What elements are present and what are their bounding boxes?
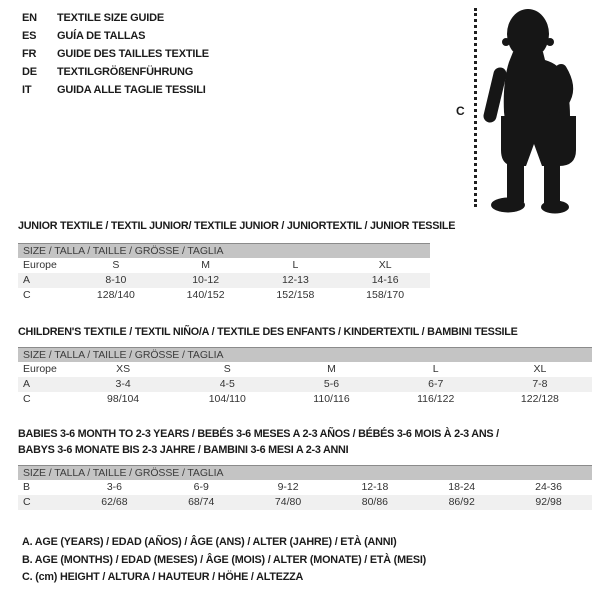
row-cell: 14-16 bbox=[371, 274, 399, 286]
row-cell: L bbox=[292, 259, 299, 271]
row-cell: 24-36 bbox=[535, 481, 562, 493]
baby-silhouette-icon bbox=[483, 4, 600, 216]
row-label: C bbox=[23, 496, 31, 508]
table-row bbox=[18, 258, 430, 273]
size-header-bar: SIZE / TALLA / TAILLE / GRÖSSE / TAGLIA bbox=[18, 347, 592, 362]
row-cell: 9-12 bbox=[277, 481, 299, 493]
row-label: C bbox=[23, 289, 31, 301]
row-cell: 8-10 bbox=[105, 274, 127, 286]
table-row bbox=[18, 288, 430, 303]
row-label: A bbox=[23, 274, 31, 286]
language-code: IT bbox=[22, 84, 32, 96]
table-row bbox=[18, 495, 592, 510]
row-cell: 10-12 bbox=[192, 274, 220, 286]
table-title-line: BABYS 3-6 MONATE BIS 2-3 JAHRE / BAMBINI 3-6 MESI A 2-3 ANNI bbox=[18, 443, 349, 456]
row-cell: 3-4 bbox=[115, 378, 131, 390]
language-code: FR bbox=[22, 48, 37, 60]
row-cell: 122/128 bbox=[520, 393, 559, 405]
language-label: TEXTILE SIZE GUIDE bbox=[57, 12, 165, 24]
height-c-label: C bbox=[456, 104, 465, 118]
row-cell: M bbox=[201, 259, 210, 271]
row-cell: 4-5 bbox=[219, 378, 235, 390]
table-title bbox=[18, 427, 592, 465]
row-cell: XL bbox=[378, 259, 392, 271]
row-cell: M bbox=[327, 363, 336, 375]
row-cell: 7-8 bbox=[532, 378, 548, 390]
row-cell: 80/86 bbox=[361, 496, 389, 508]
row-cell: 86/92 bbox=[448, 496, 475, 508]
row-cell: S bbox=[223, 363, 231, 375]
row-cell: 92/98 bbox=[535, 496, 562, 508]
language-row bbox=[22, 45, 209, 63]
row-cell: S bbox=[112, 259, 120, 271]
row-cell: 158/170 bbox=[366, 289, 405, 301]
row-cell: 140/152 bbox=[186, 289, 225, 301]
language-code: DE bbox=[22, 66, 37, 78]
table-title bbox=[18, 325, 592, 347]
language-label: GUIDE DES TAILLES TEXTILE bbox=[57, 48, 209, 60]
row-cell: 5-6 bbox=[323, 378, 340, 390]
row-cell: L bbox=[432, 363, 439, 375]
row-cell: 110/116 bbox=[313, 393, 350, 405]
row-cell: 152/158 bbox=[276, 289, 315, 301]
row-cell: XL bbox=[533, 363, 547, 375]
row-cell: 6-7 bbox=[428, 378, 444, 390]
size-table-babies bbox=[18, 427, 592, 510]
language-row bbox=[22, 27, 209, 45]
row-label: Europe bbox=[23, 259, 57, 271]
row-cell: 12-18 bbox=[361, 481, 389, 493]
size-header-bar: SIZE / TALLA / TAILLE / GRÖSSE / TAGLIA bbox=[18, 465, 592, 480]
height-measure-dotted-line bbox=[474, 8, 477, 207]
language-code: EN bbox=[22, 12, 37, 24]
table-title-line: CHILDREN'S TEXTILE / TEXTIL NIÑO/A / TEXTILE DES ENFANTS / KINDERTEXTIL / BAMBINI TESSILE bbox=[18, 326, 518, 338]
table-title-line: JUNIOR TEXTILE / TEXTIL JUNIOR/ TEXTILE JUNIOR / JUNIORTEXTIL / JUNIOR TESSILE bbox=[18, 220, 456, 232]
table-title-line: BABIES 3-6 MONTH TO 2-3 YEARS / BEBÉS 3-6 MESES A 2-3 AÑOS / BÉBÉS 3-6 MOIS À 2-3 ANS / bbox=[18, 428, 499, 440]
legend-note: A. AGE (YEARS) / EDAD (AÑOS) / ÂGE (ANS) / ALTER (JAHRE) / ETÀ (ANNI) bbox=[22, 536, 397, 548]
size-header-bar: SIZE / TALLA / TAILLE / GRÖSSE / TAGLIA bbox=[18, 243, 430, 258]
row-cell: 116/122 bbox=[417, 393, 455, 405]
size-table-children bbox=[18, 325, 592, 407]
table-row bbox=[18, 377, 592, 392]
language-code: ES bbox=[22, 30, 37, 42]
row-cell: 98/104 bbox=[107, 393, 140, 405]
row-cell: 62/68 bbox=[101, 496, 128, 508]
row-cell: 74/80 bbox=[274, 496, 302, 508]
row-cell: 3-6 bbox=[106, 481, 122, 493]
row-cell: 12-13 bbox=[281, 274, 309, 286]
language-label: GUIDA ALLE TAGLIE TESSILI bbox=[57, 84, 206, 96]
row-cell: XS bbox=[116, 363, 131, 375]
legend-notes bbox=[22, 534, 426, 587]
table-row bbox=[18, 480, 592, 495]
row-cell: 128/140 bbox=[96, 289, 135, 301]
legend-note: B. AGE (MONTHS) / EDAD (MESES) / ÂGE (MOIS) / ALTER (MONATE) / ETÀ (MESI) bbox=[22, 553, 427, 566]
language-row bbox=[22, 63, 209, 81]
row-label: C bbox=[23, 393, 31, 405]
row-cell: 6-9 bbox=[193, 481, 209, 493]
row-cell: 104/110 bbox=[208, 393, 246, 405]
language-row bbox=[22, 81, 209, 99]
language-label: TEXTILGRÖßENFÜHRUNG bbox=[57, 66, 194, 78]
table-row bbox=[18, 392, 592, 407]
table-row bbox=[18, 362, 592, 377]
row-label: A bbox=[23, 378, 31, 390]
row-label: Europe bbox=[23, 363, 57, 375]
row-label: B bbox=[23, 481, 31, 493]
table-title bbox=[18, 219, 456, 243]
language-label: GUÍA DE TALLAS bbox=[57, 30, 146, 42]
table-row bbox=[18, 273, 430, 288]
legend-note: C. (cm) HEIGHT / ALTURA / HAUTEUR / HÖHE / ALTEZZA bbox=[22, 571, 304, 583]
size-table-junior bbox=[18, 219, 456, 303]
row-cell: 68/74 bbox=[188, 496, 215, 508]
language-row bbox=[22, 9, 209, 27]
language-list bbox=[22, 9, 209, 99]
row-cell: 18-24 bbox=[448, 481, 476, 493]
